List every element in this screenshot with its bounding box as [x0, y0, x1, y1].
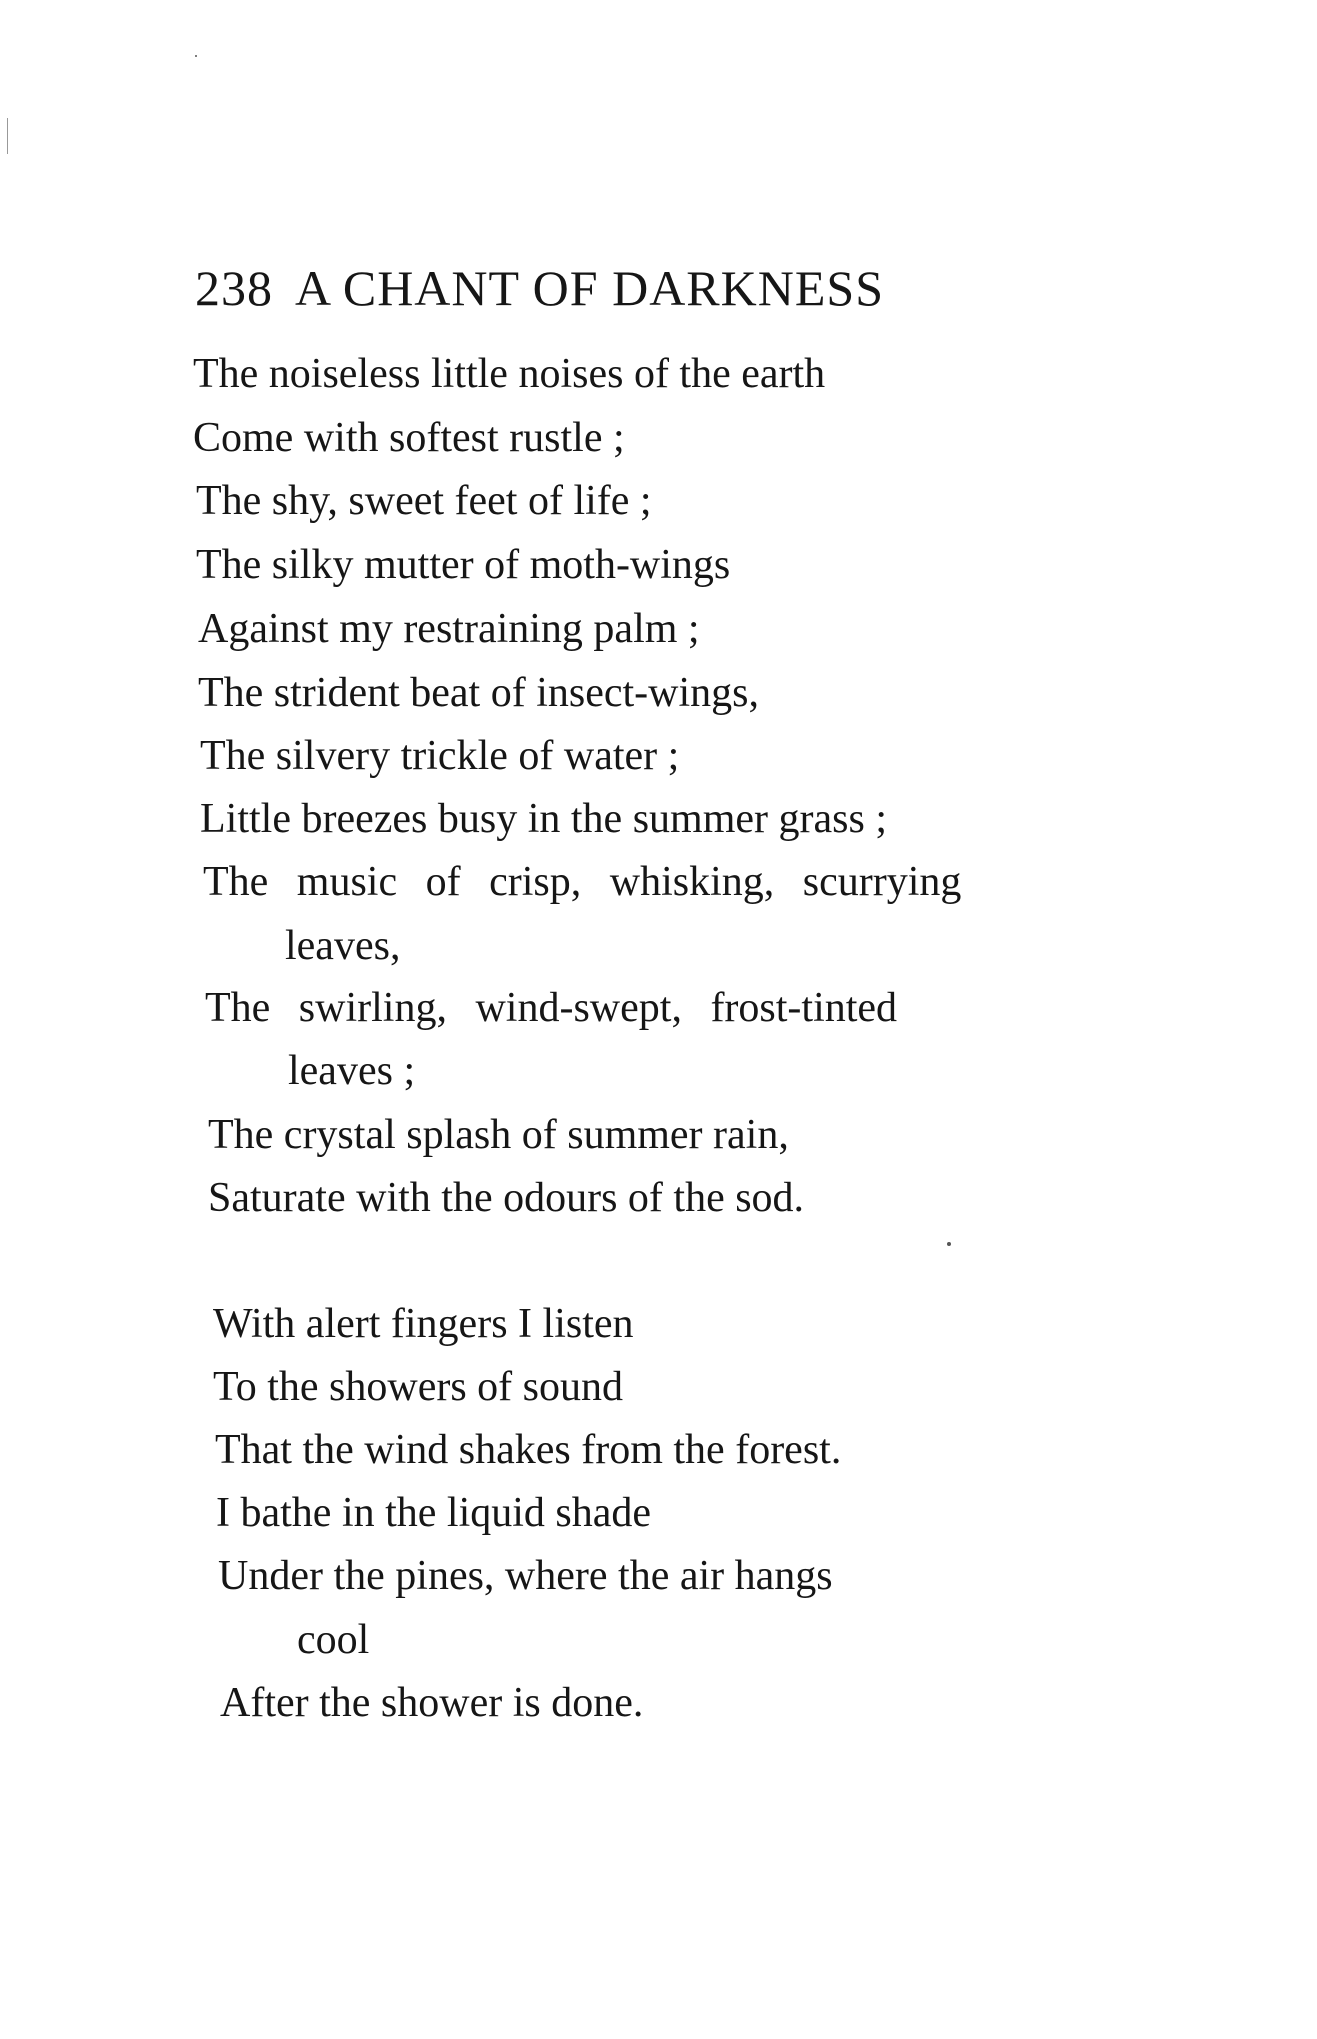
scan-speck: [195, 55, 197, 57]
poem-line: That the wind shakes from the forest.: [215, 1427, 842, 1473]
poem-line-continuation: leaves,: [285, 923, 401, 969]
poem-line: Come with softest rustle ;: [193, 415, 625, 461]
poem-line: The shy, sweet feet of life ;: [196, 478, 652, 524]
running-title: A CHANT OF DARKNESS: [295, 260, 885, 316]
poem-line-continuation: cool: [297, 1617, 370, 1663]
poem-line: I bathe in the liquid shade: [216, 1490, 652, 1536]
poem-line: Little breezes busy in the summer grass ;: [200, 796, 887, 842]
poem-line: The swirling, wind-swept, frost-tinted: [205, 985, 898, 1031]
poem-line: Against my restraining palm ;: [198, 606, 700, 652]
poem-line-continuation: leaves ;: [288, 1048, 416, 1094]
poem-line: The music of crisp, whisking, scurrying: [203, 859, 962, 905]
poem-line: To the showers of sound: [213, 1364, 624, 1410]
poem-line: The silky mutter of moth-wings: [196, 542, 731, 588]
poem-line: After the shower is done.: [220, 1680, 644, 1726]
poem-line: The silvery trickle of water ;: [200, 733, 680, 779]
scan-speck: [947, 1242, 951, 1246]
running-header: [195, 258, 884, 318]
poem-line: With alert fingers I listen: [213, 1301, 634, 1347]
poem-line: Under the pines, where the air hangs: [218, 1553, 833, 1599]
scan-edge-mark: [7, 118, 8, 154]
poem-line: The noiseless little noises of the earth: [193, 351, 826, 397]
page-number: 238: [195, 260, 273, 316]
poem-line: Saturate with the odours of the sod.: [208, 1175, 805, 1221]
poem-line: The strident beat of insect-wings,: [198, 670, 760, 716]
poem-line: The crystal splash of summer rain,: [208, 1112, 789, 1158]
